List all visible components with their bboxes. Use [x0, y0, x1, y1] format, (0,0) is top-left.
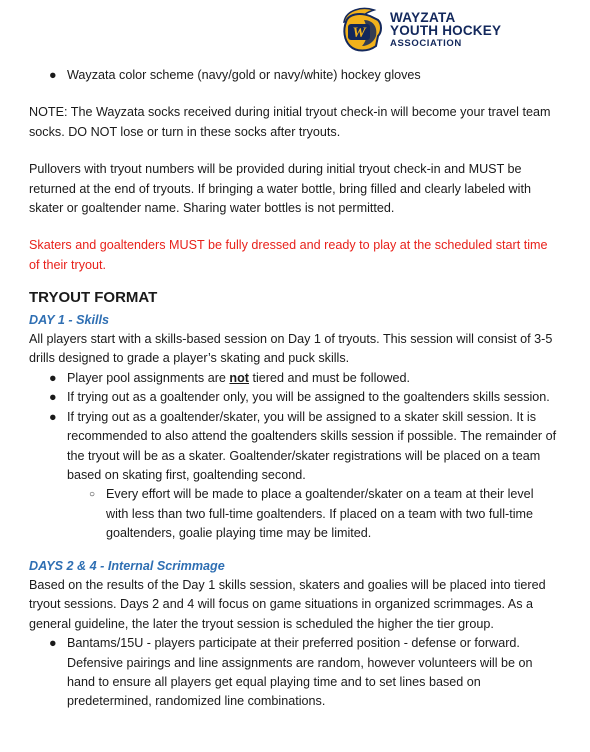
gear-list: [29, 66, 559, 85]
pullovers-paragraph: Pullovers with tryout numbers will be provided during initial tryout check-in and MUST be returned at the end of tryouts. If bringing a water bottle, bring filled and clearly labeled with skater or goaltender name. Sharing water bottles is not permitted.: [29, 162, 531, 216]
hollow-bullet-icon: ○: [89, 489, 96, 501]
wyha-logo: [338, 6, 538, 58]
document-body: [29, 66, 559, 712]
day1-bullet-1: Player pool assignments are not tiered and must be followed.: [67, 370, 411, 385]
list-item: [29, 66, 559, 85]
logo-line-1: WAYZATA: [390, 10, 456, 25]
logo-wordmark: [390, 11, 501, 50]
logo-line-3: ASSOCIATION: [390, 38, 462, 49]
bullet-icon: ●: [49, 68, 57, 82]
list-item: [29, 388, 559, 407]
warrior-head-icon: [338, 6, 390, 54]
logo-initial: W: [352, 25, 366, 41]
bullet-icon: ●: [49, 636, 57, 651]
day1-bullet-3: If trying out as a goaltender/skater, you will be assigned to a skater skill session. It is recommended to also attend the goaltenders skills session if possible. The remainder of the tryout will be as a skater. Goaltender/skater registrations will be placed on a team based on skating first, goaltending second.: [67, 409, 557, 482]
day1-heading: DAY 1 - Skills: [29, 312, 110, 327]
list-item: [29, 369, 559, 388]
logo-line-2: YOUTH HOCKEY: [390, 23, 502, 38]
tryout-format-heading: TRYOUT FORMAT: [29, 289, 158, 307]
day1-list: [29, 369, 559, 544]
bullet-icon: ●: [49, 370, 57, 385]
days24-heading: DAYS 2 & 4 - Internal Scrimmage: [29, 558, 225, 573]
list-item: [29, 408, 559, 486]
days24-intro: Based on the results of the Day 1 skills session, skaters and goalies will be placed into tiered tryout sessions. Days 2 and 4 will focus on game situations in organized scrimmages. As a general guideline, the later the tryout session is scheduled the higher the tier group.: [29, 577, 546, 631]
day1-intro: All players start with a skills-based session on Day 1 of tryouts. This session will consist of 3-5 drills designed to grade a player’s skating and puck skills.: [29, 332, 553, 366]
days24-bullet-1: Bantams/15U - players participate at their preferred position - defense or forward. Defensive pairings and line assignments are random, however volunteers will be on hand to ensure all players get equal playing time and to set lines based on predetermined, randomized line combinations.: [67, 636, 533, 709]
socks-note: NOTE: The Wayzata socks received during initial tryout check-in will become your travel team socks. DO NOT lose or turn in these socks after tryouts.: [29, 105, 551, 139]
dressed-warning: Skaters and goaltenders MUST be fully dressed and ready to play at the scheduled start time of their tryout.: [29, 238, 548, 272]
bullet-icon: ●: [49, 409, 57, 424]
day1-sub-bullet: Every effort will be made to place a goaltender/skater on a team at their level with less than two full-time goaltenders. If placed on a team with two full-time goaltenders, goalie playing time may be limited.: [106, 487, 534, 541]
list-item: [29, 634, 559, 712]
days24-list: [29, 634, 559, 712]
bullet-icon: ●: [49, 390, 57, 405]
gear-item-gloves: Wayzata color scheme (navy/gold or navy/white) hockey gloves: [67, 68, 421, 82]
day1-bullet-2: If trying out as a goaltender only, you will be assigned to the goaltenders skills session.: [67, 390, 550, 405]
list-item: [29, 485, 559, 543]
